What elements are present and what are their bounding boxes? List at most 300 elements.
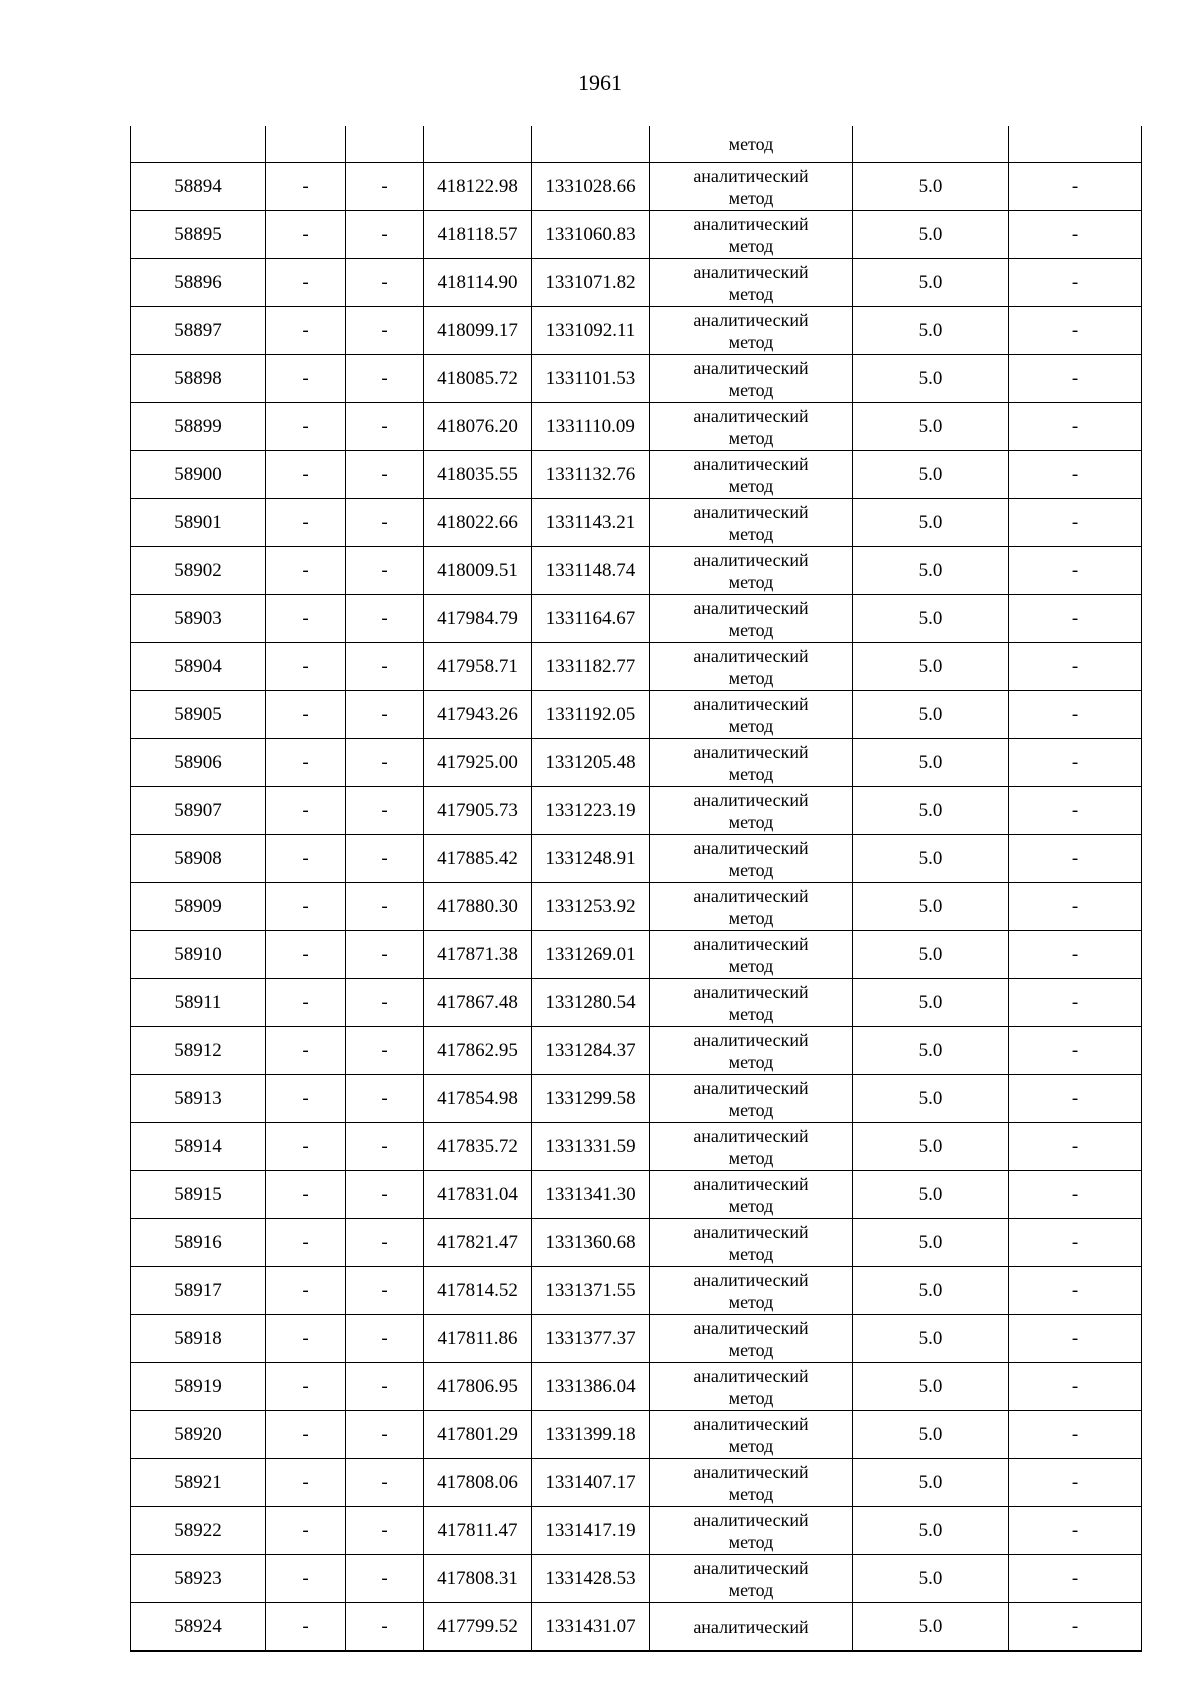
cell-empty xyxy=(346,126,424,163)
cell-col2: - xyxy=(266,883,346,931)
method-line-1: аналитический xyxy=(693,357,809,378)
method-line-1: аналитический xyxy=(693,261,809,282)
cell-note: - xyxy=(1009,739,1142,787)
cell-y-coordinate: 1331386.04 xyxy=(532,1363,650,1411)
cell-accuracy: 5.0 xyxy=(853,211,1009,259)
method-line-2: метод xyxy=(728,1291,774,1312)
method-line-1: аналитический xyxy=(693,693,809,714)
method-line-1: аналитический xyxy=(693,789,809,810)
cell-col2: - xyxy=(266,1315,346,1363)
method-line-2: метод xyxy=(728,331,774,352)
cell-note: - xyxy=(1009,1219,1142,1267)
cell-x-coordinate: 418009.51 xyxy=(424,547,532,595)
cell-point-id: 58908 xyxy=(131,835,266,883)
cell-y-coordinate: 1331280.54 xyxy=(532,979,650,1027)
cell-x-coordinate: 418035.55 xyxy=(424,451,532,499)
cell-note: - xyxy=(1009,1123,1142,1171)
cell-col3: - xyxy=(346,451,424,499)
table-row xyxy=(131,595,1142,643)
cell-y-coordinate: 1331164.67 xyxy=(532,595,650,643)
table-row xyxy=(131,1171,1142,1219)
cell-accuracy: 5.0 xyxy=(853,1171,1009,1219)
cell-x-coordinate: 417862.95 xyxy=(424,1027,532,1075)
method-line-1: аналитический xyxy=(693,1173,809,1194)
cell-method xyxy=(650,883,853,931)
cell-x-coordinate: 417984.79 xyxy=(424,595,532,643)
cell-method xyxy=(650,355,853,403)
cell-y-coordinate: 1331101.53 xyxy=(532,355,650,403)
cell-method xyxy=(650,1603,853,1652)
table-row xyxy=(131,1555,1142,1603)
cell-x-coordinate: 418099.17 xyxy=(424,307,532,355)
cell-x-coordinate: 417808.06 xyxy=(424,1459,532,1507)
cell-note: - xyxy=(1009,355,1142,403)
method-line-1: аналитический xyxy=(693,1269,809,1290)
cell-method xyxy=(650,499,853,547)
cell-accuracy: 5.0 xyxy=(853,643,1009,691)
cell-col3: - xyxy=(346,211,424,259)
cell-note: - xyxy=(1009,1507,1142,1555)
table-row xyxy=(131,643,1142,691)
cell-note: - xyxy=(1009,547,1142,595)
cell-y-coordinate: 1331148.74 xyxy=(532,547,650,595)
cell-note: - xyxy=(1009,883,1142,931)
cell-point-id: 58896 xyxy=(131,259,266,307)
cell-point-id: 58918 xyxy=(131,1315,266,1363)
page-number: 1961 xyxy=(578,70,622,95)
cell-note: - xyxy=(1009,451,1142,499)
table-row xyxy=(131,355,1142,403)
method-line-2: метод xyxy=(728,1195,774,1216)
cell-point-id: 58906 xyxy=(131,739,266,787)
method-line-1: аналитический xyxy=(693,1461,809,1482)
cell-note: - xyxy=(1009,259,1142,307)
method-line-1: аналитический xyxy=(693,1317,809,1338)
cell-x-coordinate: 417831.04 xyxy=(424,1171,532,1219)
cell-x-coordinate: 417811.47 xyxy=(424,1507,532,1555)
table-row xyxy=(131,1363,1142,1411)
method-line-1: аналитический xyxy=(693,1616,809,1637)
table-body xyxy=(131,126,1142,1651)
cell-col3: - xyxy=(346,1555,424,1603)
cell-point-id: 58915 xyxy=(131,1171,266,1219)
method-line-1: аналитический xyxy=(693,1365,809,1386)
cell-x-coordinate: 417880.30 xyxy=(424,883,532,931)
cell-note: - xyxy=(1009,1411,1142,1459)
cell-note: - xyxy=(1009,1555,1142,1603)
method-line-2: метод xyxy=(728,187,774,208)
table-row xyxy=(131,259,1142,307)
method-line-2: метод xyxy=(728,859,774,880)
cell-y-coordinate: 1331284.37 xyxy=(532,1027,650,1075)
cell-x-coordinate: 417799.52 xyxy=(424,1603,532,1652)
cell-method xyxy=(650,739,853,787)
cell-method xyxy=(650,595,853,643)
cell-note: - xyxy=(1009,403,1142,451)
cell-col3: - xyxy=(346,787,424,835)
cell-method xyxy=(650,979,853,1027)
cell-col3: - xyxy=(346,1411,424,1459)
method-line-1: аналитический xyxy=(693,741,809,762)
cell-col2: - xyxy=(266,1459,346,1507)
cell-accuracy: 5.0 xyxy=(853,931,1009,979)
cell-point-id: 58905 xyxy=(131,691,266,739)
cell-method xyxy=(650,643,853,691)
cell-col2: - xyxy=(266,307,346,355)
cell-col3: - xyxy=(346,643,424,691)
cell-point-id: 58904 xyxy=(131,643,266,691)
cell-col2: - xyxy=(266,1027,346,1075)
cell-col2: - xyxy=(266,595,346,643)
cell-accuracy: 5.0 xyxy=(853,1315,1009,1363)
cell-y-coordinate: 1331071.82 xyxy=(532,259,650,307)
cell-point-id: 58900 xyxy=(131,451,266,499)
method-line-2: метод xyxy=(728,955,774,976)
method-line-1: аналитический xyxy=(693,1413,809,1434)
cell-point-id: 58923 xyxy=(131,1555,266,1603)
table-row xyxy=(131,1411,1142,1459)
cell-x-coordinate: 417808.31 xyxy=(424,1555,532,1603)
cell-col2: - xyxy=(266,1411,346,1459)
cell-method xyxy=(650,259,853,307)
cell-x-coordinate: 417814.52 xyxy=(424,1267,532,1315)
cell-col2: - xyxy=(266,691,346,739)
cell-col3: - xyxy=(346,595,424,643)
cell-x-coordinate: 417821.47 xyxy=(424,1219,532,1267)
table-row xyxy=(131,787,1142,835)
table-row xyxy=(131,1507,1142,1555)
method-line-2: метод xyxy=(728,1387,774,1408)
cell-x-coordinate: 418022.66 xyxy=(424,499,532,547)
cell-col3: - xyxy=(346,1459,424,1507)
cell-accuracy: 5.0 xyxy=(853,1603,1009,1652)
cell-accuracy: 5.0 xyxy=(853,1555,1009,1603)
cell-col2: - xyxy=(266,211,346,259)
cell-x-coordinate: 417905.73 xyxy=(424,787,532,835)
cell-note: - xyxy=(1009,979,1142,1027)
cell-x-coordinate: 417801.29 xyxy=(424,1411,532,1459)
table-row xyxy=(131,499,1142,547)
table-row xyxy=(131,1123,1142,1171)
table-row xyxy=(131,1459,1142,1507)
method-line-1: аналитический xyxy=(693,405,809,426)
cell-note: - xyxy=(1009,691,1142,739)
cell-x-coordinate: 417885.42 xyxy=(424,835,532,883)
table-row xyxy=(131,1603,1142,1652)
continuation-row xyxy=(131,126,1142,163)
cell-note: - xyxy=(1009,643,1142,691)
method-line-2: метод xyxy=(728,667,774,688)
cell-col2: - xyxy=(266,1075,346,1123)
cell-empty xyxy=(1009,126,1142,163)
table-row xyxy=(131,403,1142,451)
cell-col3: - xyxy=(346,979,424,1027)
table-row xyxy=(131,1267,1142,1315)
cell-point-id: 58917 xyxy=(131,1267,266,1315)
cell-empty xyxy=(532,126,650,163)
cell-point-id: 58912 xyxy=(131,1027,266,1075)
cell-x-coordinate: 418122.98 xyxy=(424,163,532,211)
method-line-2: метод xyxy=(728,379,774,400)
cell-method xyxy=(650,691,853,739)
cell-y-coordinate: 1331205.48 xyxy=(532,739,650,787)
cell-point-id: 58911 xyxy=(131,979,266,1027)
cell-method xyxy=(650,403,853,451)
cell-accuracy: 5.0 xyxy=(853,355,1009,403)
cell-note: - xyxy=(1009,595,1142,643)
cell-y-coordinate: 1331431.07 xyxy=(532,1603,650,1652)
table-row xyxy=(131,451,1142,499)
cell-x-coordinate: 417943.26 xyxy=(424,691,532,739)
cell-col3: - xyxy=(346,1219,424,1267)
cell-accuracy: 5.0 xyxy=(853,1363,1009,1411)
method-line-2: метод xyxy=(728,1339,774,1360)
method-line-2: метод xyxy=(728,1147,774,1168)
cell-col3: - xyxy=(346,499,424,547)
cell-method xyxy=(650,835,853,883)
method-line-1: аналитический xyxy=(693,309,809,330)
method-line-2: метод xyxy=(728,1243,774,1264)
cell-point-id: 58903 xyxy=(131,595,266,643)
cell-point-id: 58907 xyxy=(131,787,266,835)
cell-x-coordinate: 417806.95 xyxy=(424,1363,532,1411)
method-line-2: метод xyxy=(728,235,774,256)
cell-y-coordinate: 1331371.55 xyxy=(532,1267,650,1315)
method-line-2: метод xyxy=(728,1435,774,1456)
cell-note: - xyxy=(1009,1603,1142,1652)
cell-col3: - xyxy=(346,1123,424,1171)
cell-method xyxy=(650,1507,853,1555)
method-line-1: аналитический xyxy=(693,645,809,666)
cell-point-id: 58899 xyxy=(131,403,266,451)
cell-method xyxy=(650,931,853,979)
cell-col3: - xyxy=(346,163,424,211)
cell-point-id: 58897 xyxy=(131,307,266,355)
method-line-1: аналитический xyxy=(693,453,809,474)
cell-accuracy: 5.0 xyxy=(853,547,1009,595)
cell-method xyxy=(650,1027,853,1075)
cell-note: - xyxy=(1009,1171,1142,1219)
cell-y-coordinate: 1331028.66 xyxy=(532,163,650,211)
table-row xyxy=(131,835,1142,883)
cell-x-coordinate: 417867.48 xyxy=(424,979,532,1027)
cell-point-id: 58902 xyxy=(131,547,266,595)
cell-accuracy: 5.0 xyxy=(853,1075,1009,1123)
cell-point-id: 58910 xyxy=(131,931,266,979)
cell-col3: - xyxy=(346,259,424,307)
cell-col3: - xyxy=(346,1363,424,1411)
table-row xyxy=(131,1315,1142,1363)
cell-y-coordinate: 1331253.92 xyxy=(532,883,650,931)
method-line-1: аналитический xyxy=(693,933,809,954)
cell-accuracy: 5.0 xyxy=(853,1411,1009,1459)
cell-method xyxy=(650,1459,853,1507)
method-line-2: метод xyxy=(728,763,774,784)
method-line-1: аналитический xyxy=(693,597,809,618)
cell-y-coordinate: 1331223.19 xyxy=(532,787,650,835)
cell-note: - xyxy=(1009,1459,1142,1507)
cell-accuracy: 5.0 xyxy=(853,259,1009,307)
cell-x-coordinate: 417811.86 xyxy=(424,1315,532,1363)
cell-accuracy: 5.0 xyxy=(853,1267,1009,1315)
cell-col3: - xyxy=(346,1075,424,1123)
method-line-1: аналитический xyxy=(693,1029,809,1050)
cell-y-coordinate: 1331399.18 xyxy=(532,1411,650,1459)
cell-method xyxy=(650,1363,853,1411)
method-line-2: метод xyxy=(728,715,774,736)
cell-col2: - xyxy=(266,1171,346,1219)
cell-col3: - xyxy=(346,307,424,355)
table-row xyxy=(131,739,1142,787)
cell-col2: - xyxy=(266,403,346,451)
cell-method-continuation: метод xyxy=(650,126,853,163)
cell-col2: - xyxy=(266,1363,346,1411)
cell-x-coordinate: 417871.38 xyxy=(424,931,532,979)
cell-col3: - xyxy=(346,403,424,451)
method-line-1: аналитический xyxy=(693,981,809,1002)
cell-x-coordinate: 418114.90 xyxy=(424,259,532,307)
cell-y-coordinate: 1331299.58 xyxy=(532,1075,650,1123)
method-line-2: метод xyxy=(728,907,774,928)
cell-point-id: 58894 xyxy=(131,163,266,211)
method-line-1: аналитический xyxy=(693,1221,809,1242)
cell-empty xyxy=(424,126,532,163)
cell-point-id: 58898 xyxy=(131,355,266,403)
cell-method xyxy=(650,1315,853,1363)
cell-method xyxy=(650,1411,853,1459)
method-line-2: метод xyxy=(728,1099,774,1120)
cell-col2: - xyxy=(266,1123,346,1171)
cell-col2: - xyxy=(266,163,346,211)
cell-x-coordinate: 418118.57 xyxy=(424,211,532,259)
method-line-2: метод xyxy=(728,523,774,544)
table-row xyxy=(131,1075,1142,1123)
cell-x-coordinate: 417854.98 xyxy=(424,1075,532,1123)
cell-col3: - xyxy=(346,1267,424,1315)
cell-accuracy: 5.0 xyxy=(853,163,1009,211)
cell-accuracy: 5.0 xyxy=(853,1123,1009,1171)
method-line-1: аналитический xyxy=(693,1509,809,1530)
method-line-2: метод xyxy=(728,1003,774,1024)
cell-col3: - xyxy=(346,739,424,787)
cell-method xyxy=(650,547,853,595)
cell-col2: - xyxy=(266,931,346,979)
cell-y-coordinate: 1331377.37 xyxy=(532,1315,650,1363)
cell-note: - xyxy=(1009,211,1142,259)
cell-col2: - xyxy=(266,1555,346,1603)
cell-y-coordinate: 1331182.77 xyxy=(532,643,650,691)
cell-point-id: 58914 xyxy=(131,1123,266,1171)
cell-col2: - xyxy=(266,643,346,691)
cell-y-coordinate: 1331143.21 xyxy=(532,499,650,547)
method-line-1: аналитический xyxy=(693,885,809,906)
cell-note: - xyxy=(1009,163,1142,211)
table-row xyxy=(131,211,1142,259)
cell-x-coordinate: 418076.20 xyxy=(424,403,532,451)
cell-y-coordinate: 1331407.17 xyxy=(532,1459,650,1507)
table-row xyxy=(131,547,1142,595)
cell-col3: - xyxy=(346,1315,424,1363)
cell-col2: - xyxy=(266,787,346,835)
cell-note: - xyxy=(1009,1315,1142,1363)
cell-col2: - xyxy=(266,499,346,547)
cell-accuracy: 5.0 xyxy=(853,499,1009,547)
cell-empty xyxy=(853,126,1009,163)
cell-accuracy: 5.0 xyxy=(853,883,1009,931)
cell-col3: - xyxy=(346,547,424,595)
cell-y-coordinate: 1331341.30 xyxy=(532,1171,650,1219)
cell-method xyxy=(650,1171,853,1219)
cell-point-id: 58909 xyxy=(131,883,266,931)
cell-col3: - xyxy=(346,931,424,979)
cell-point-id: 58895 xyxy=(131,211,266,259)
cell-point-id: 58924 xyxy=(131,1603,266,1652)
cell-y-coordinate: 1331360.68 xyxy=(532,1219,650,1267)
cell-point-id: 58922 xyxy=(131,1507,266,1555)
cell-col2: - xyxy=(266,451,346,499)
cell-accuracy: 5.0 xyxy=(853,1027,1009,1075)
cell-note: - xyxy=(1009,787,1142,835)
cell-y-coordinate: 1331060.83 xyxy=(532,211,650,259)
cell-col3: - xyxy=(346,835,424,883)
cell-point-id: 58919 xyxy=(131,1363,266,1411)
table-row xyxy=(131,931,1142,979)
cell-col2: - xyxy=(266,355,346,403)
cell-col2: - xyxy=(266,1507,346,1555)
method-line-1: аналитический xyxy=(693,501,809,522)
cell-point-id: 58913 xyxy=(131,1075,266,1123)
method-line-1: аналитический xyxy=(693,1125,809,1146)
cell-method xyxy=(650,307,853,355)
coordinates-table xyxy=(130,126,1142,1652)
cell-accuracy: 5.0 xyxy=(853,307,1009,355)
cell-method xyxy=(650,211,853,259)
method-line-1: аналитический xyxy=(693,549,809,570)
cell-col2: - xyxy=(266,1219,346,1267)
cell-col3: - xyxy=(346,883,424,931)
method-line-2: метод xyxy=(728,1483,774,1504)
method-line-2: метод xyxy=(728,811,774,832)
cell-col3: - xyxy=(346,355,424,403)
method-line-2: метод xyxy=(728,1051,774,1072)
cell-x-coordinate: 417925.00 xyxy=(424,739,532,787)
cell-accuracy: 5.0 xyxy=(853,835,1009,883)
cell-accuracy: 5.0 xyxy=(853,1219,1009,1267)
cell-point-id: 58921 xyxy=(131,1459,266,1507)
cell-col2: - xyxy=(266,547,346,595)
cell-note: - xyxy=(1009,1027,1142,1075)
cell-col2: - xyxy=(266,259,346,307)
cell-accuracy: 5.0 xyxy=(853,787,1009,835)
method-line-1: аналитический xyxy=(693,1557,809,1578)
cell-empty xyxy=(131,126,266,163)
table-row xyxy=(131,979,1142,1027)
cell-y-coordinate: 1331269.01 xyxy=(532,931,650,979)
method-line-1: аналитический xyxy=(693,165,809,186)
cell-note: - xyxy=(1009,1363,1142,1411)
method-line-2: метод xyxy=(728,475,774,496)
cell-col2: - xyxy=(266,835,346,883)
cell-accuracy: 5.0 xyxy=(853,451,1009,499)
method-line-2: метод xyxy=(728,619,774,640)
cell-y-coordinate: 1331132.76 xyxy=(532,451,650,499)
cell-note: - xyxy=(1009,931,1142,979)
method-line-1: аналитический xyxy=(693,1077,809,1098)
cell-y-coordinate: 1331331.59 xyxy=(532,1123,650,1171)
cell-col2: - xyxy=(266,1267,346,1315)
cell-point-id: 58920 xyxy=(131,1411,266,1459)
table-row xyxy=(131,883,1142,931)
